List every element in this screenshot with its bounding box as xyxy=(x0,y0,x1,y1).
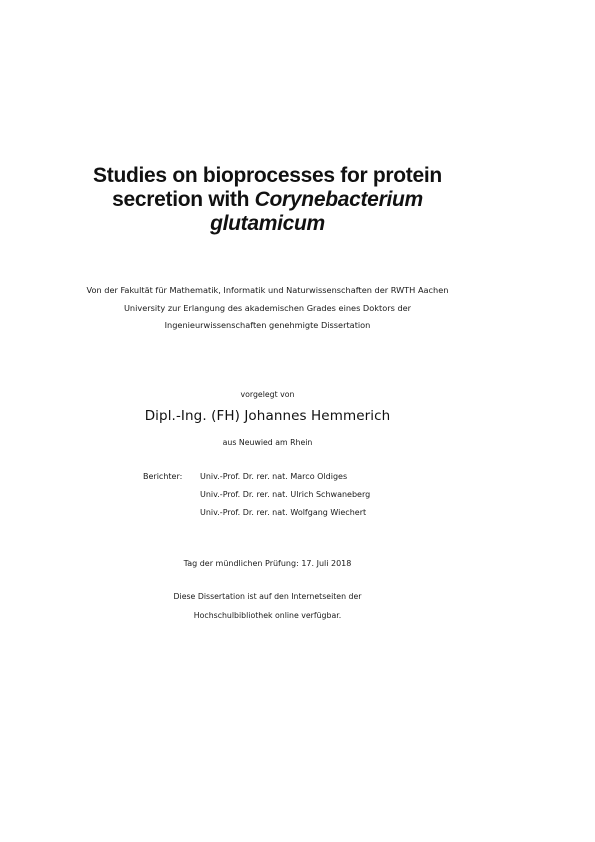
faculty-statement xyxy=(0,282,535,335)
title-organism-genus: Corynebacterium xyxy=(254,188,423,211)
title-organism-species: glutamicum xyxy=(210,212,325,235)
author-origin: aus Neuwied am Rhein xyxy=(222,438,313,447)
faculty-line-3: Ingenieurwissenschaften genehmigte Dissertation xyxy=(164,320,371,330)
reviewer-3: Univ.-Prof. Dr. rer. nat. Wolfgang Wiechert xyxy=(200,508,367,517)
title-line-2-prefix: secretion with xyxy=(112,188,255,211)
dissertation-title xyxy=(0,164,535,236)
reviewers-label: Berichter: xyxy=(143,472,183,481)
availability-line-1: Diese Dissertation ist auf den Internetseiten der xyxy=(173,592,362,601)
availability-note xyxy=(0,587,535,625)
oral-exam-date: Tag der mündlichen Prüfung: 17. Juli 2018 xyxy=(183,559,352,568)
title-line-1: Studies on bioprocesses for protein xyxy=(93,164,442,187)
reviewer-2: Univ.-Prof. Dr. rer. nat. Ulrich Schwaneberg xyxy=(200,490,371,499)
title-line-2 xyxy=(0,188,535,212)
author-name: Dipl.-Ing. (FH) Johannes Hemmerich xyxy=(144,408,391,424)
presented-by-label: vorgelegt von xyxy=(240,390,295,399)
faculty-line-2: University zur Erlangung des akademischen Grades eines Doktors der xyxy=(123,302,412,313)
availability-line-2: Hochschulbibliothek online verfügbar. xyxy=(193,611,342,620)
faculty-line-1: Von der Fakultät für Mathematik, Informatik und Naturwissenschaften der RWTH Aachen xyxy=(86,285,449,295)
reviewer-1: Univ.-Prof. Dr. rer. nat. Marco Oldiges xyxy=(200,472,348,481)
